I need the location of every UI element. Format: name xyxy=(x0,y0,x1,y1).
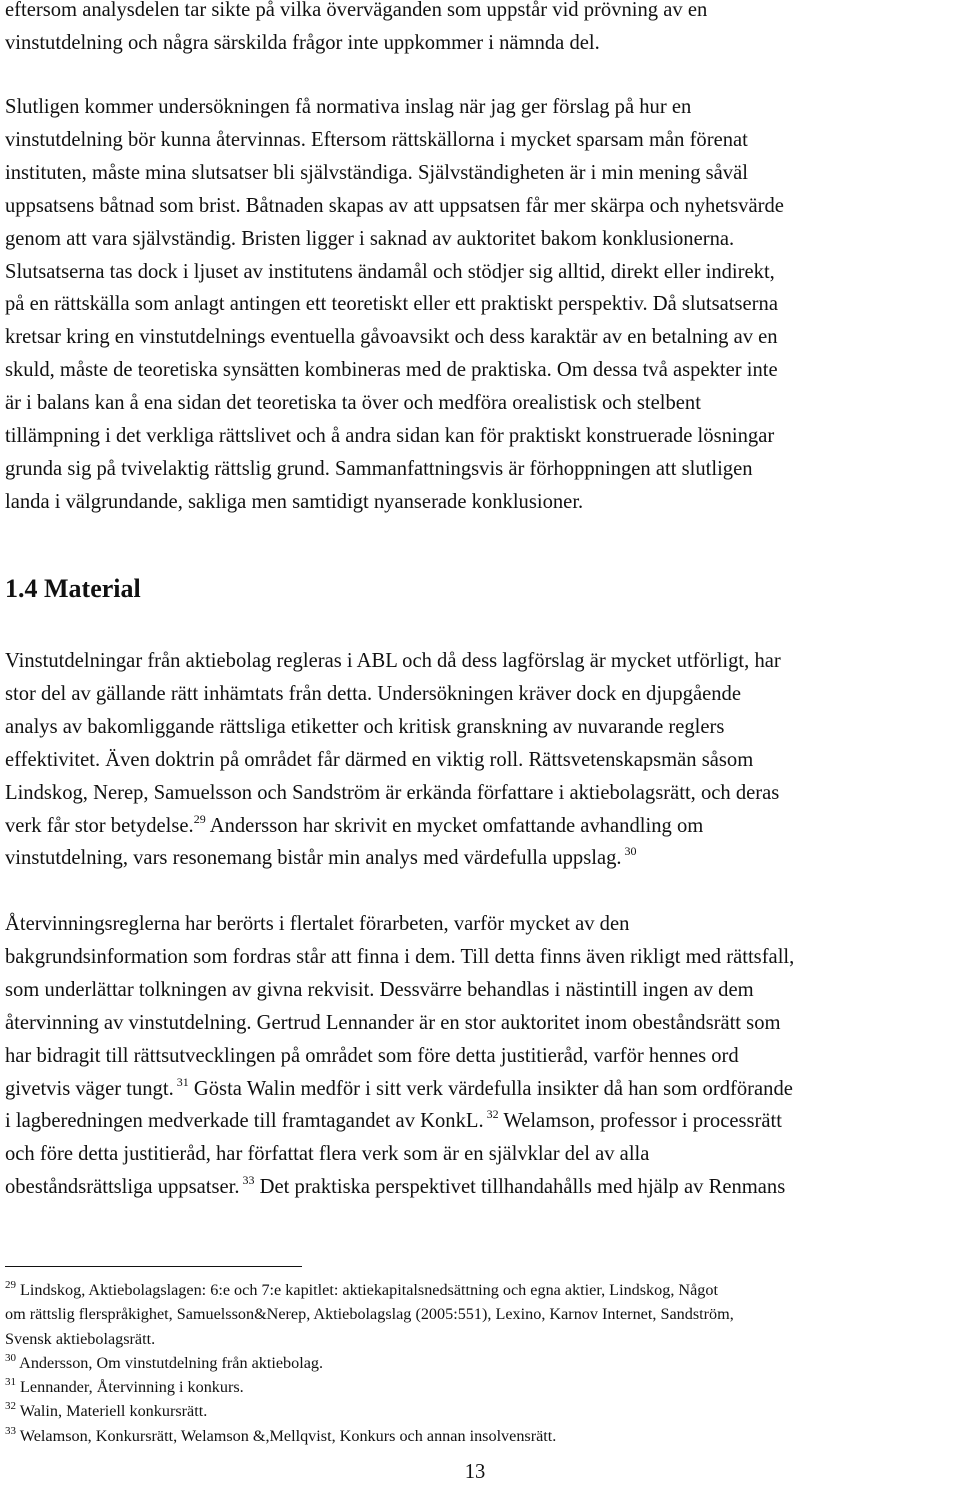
text-line: eftersom analysdelen tar sikte på vilka överväganden som uppstår vid prövning av en xyxy=(5,0,708,21)
footnote-ref-33[interactable]: 33 xyxy=(239,1173,255,1188)
footnote-31 xyxy=(5,1375,734,1399)
text-line: Återvinningsreglerna har berörts i flertalet förarbeten, varför mycket av den xyxy=(5,913,630,935)
footnote-number: 29 xyxy=(5,1279,16,1291)
footnote-text: Walin, Materiell konkursrätt. xyxy=(16,1402,208,1421)
text-line: Vinstutdelningar från aktiebolag regleras i ABL och då dess lagförslag är mycket utförligt, har xyxy=(5,650,781,672)
footnote-number: 32 xyxy=(5,1400,16,1413)
text-line: tillämpning i det verkliga rättslivet och å andra sidan kan för praktiskt konstruerade lösningar xyxy=(5,425,775,448)
paragraph-scope-end xyxy=(5,0,707,60)
paragraph-recovery-sources xyxy=(5,908,794,1204)
footnote-number: 33 xyxy=(5,1424,16,1437)
text-line: Slutsatserna tas dock i ljuset av institutens ändamål och stödjer sig alltid, direkt eller indirekt, xyxy=(5,260,775,283)
text-run: verk får stor betydelse. xyxy=(5,814,194,837)
text-line xyxy=(5,810,781,843)
text-line xyxy=(5,1171,794,1204)
footnote-ref-32[interactable]: 32 xyxy=(483,1107,499,1122)
footnote-32 xyxy=(5,1399,734,1423)
text-line: genom att vara självständig. Bristen ligger i saknad av auktoritet bakom konklusionerna. xyxy=(5,227,735,250)
text-line: och före detta justitieråd, har författat flera verk som är en självklar del av alla xyxy=(5,1143,650,1166)
text-run: Welamson, professor i processrätt xyxy=(498,1110,782,1133)
text-run: Gösta Walin medför i sitt verk värdefulla insikter då han som ordförande xyxy=(188,1077,793,1100)
footnote-29 xyxy=(5,1278,734,1302)
footnote-30 xyxy=(5,1351,734,1375)
paragraph-material-sources xyxy=(5,645,781,875)
text-run: vinstutdelning, vars resonemang bistår min analys med värdefulla uppslag. xyxy=(5,847,622,870)
text-line: grunda sig på tvivelaktig rättslig grund. Sammanfattningsvis är förhoppningen att slutligen xyxy=(5,457,753,480)
footnote-ref-31[interactable]: 31 xyxy=(173,1074,189,1089)
footnote-29-cont: Svensk aktiebolagsrätt. xyxy=(5,1329,156,1348)
footnotes xyxy=(5,1278,734,1448)
footnote-29-cont: om rättslig flerspråkighet, Samuelsson&Nerep, Aktiebolagslag (2005:551), Lexino, Karnov Internet, Sandström, xyxy=(5,1305,734,1324)
footnote-number: 31 xyxy=(5,1376,16,1389)
text-line: kretsar kring en vinstutdelnings eventuella gåvoavsikt och dess karaktär av en betalning av en xyxy=(5,326,778,349)
section-heading: 1.4 Material xyxy=(5,574,141,603)
text-line: uppsatsens båtnad som brist. Båtnaden skapas av att uppsatsen får mer skärpa och nyhetsvärde xyxy=(5,194,784,217)
text-line: är i balans kan å ena sidan det teoretiska ta över och medföra orealistisk och stelbent xyxy=(5,392,701,415)
text-line: skuld, måste de teoretiska synsätten kombineras med de praktiska. Om dessa två aspekter inte xyxy=(5,359,778,382)
text-line: som underlättar tolkningen av givna rekvisit. Dessvärre behandlas i nästintill ingen av dem xyxy=(5,978,754,1001)
text-line xyxy=(5,1105,794,1138)
text-run: givetvis väger tungt. xyxy=(5,1077,174,1100)
footnote-text: Lennander, Återvinning i konkurs. xyxy=(16,1378,244,1397)
footnote-ref-29[interactable]: 29 xyxy=(193,811,206,826)
text-line: har bidragit till rättsutvecklingen på området som före detta justitieråd, varför hennes ord xyxy=(5,1044,739,1067)
footnote-text: Welamson, Konkursrätt, Welamson &,Mellqvist, Konkurs och annan insolvensrätt. xyxy=(16,1426,557,1445)
text-line: Slutligen kommer undersökningen få normativa inslag när jag ger förslag på hur en xyxy=(5,96,692,118)
text-line: återvinning av vinstutdelning. Gertrud Lennander är en stor auktoritet inom obeståndsrätt som xyxy=(5,1011,781,1034)
footnote-ref-30[interactable]: 30 xyxy=(621,844,637,859)
text-line: instituten, måste mina slutsatser bli självständiga. Självständigheten är i min mening såväl xyxy=(5,161,748,184)
text-line: bakgrundsinformation som fordras står att finna i dem. Till detta finns även rikligt med rättsfall, xyxy=(5,945,795,968)
text-run: Andersson har skrivit en mycket omfattande avhandling om xyxy=(205,814,704,837)
footnote-number: 30 xyxy=(5,1351,16,1364)
page-number: 13 xyxy=(464,1461,486,1483)
footnote-text: Andersson, Om vinstutdelning från aktiebolag. xyxy=(16,1353,324,1372)
footnote-33 xyxy=(5,1424,734,1448)
paragraph-method xyxy=(5,91,784,519)
footnote-divider xyxy=(5,1266,302,1267)
text-line: vinstutdelning bör kunna återvinnas. Eftersom rättskällorna i mycket sparsam mån förenat xyxy=(5,128,748,151)
text-line: Lindskog, Nerep, Samuelsson och Sandström är erkända författare i aktiebolagsrätt, och deras xyxy=(5,781,780,804)
text-line xyxy=(5,1073,794,1106)
text-line: stor del av gällande rätt inhämtats från detta. Undersökningen kräver dock en djupgående xyxy=(5,682,741,705)
text-line: på en rättskälla som anlagt antingen ett teoretiskt eller ett praktiskt perspektiv. Då slutsatserna xyxy=(5,293,778,316)
text-line: landa i välgrundande, sakliga men samtidigt nyanserade konklusioner. xyxy=(5,490,584,513)
text-line: vinstutdelning och några särskilda frågor inte uppkommer i nämnda del. xyxy=(5,31,600,54)
text-run: obeståndsrättsliga uppsatser. xyxy=(5,1176,240,1199)
text-line: analys av bakomliggande rättsliga etiketter och kritisk granskning av nuvarande reglers xyxy=(5,715,725,738)
text-run: i lagberedningen medverkade till framtagandet av KonkL. xyxy=(5,1110,484,1133)
text-line: effektivitet. Även doktrin på området får därmed en viktig roll. Rättsvetenskapsmän såsom xyxy=(5,748,754,771)
footnote-text: Lindskog, Aktiebolagslagen: 6:e och 7:e kapitlet: aktiekapitalsnedsättning och egna aktier, Lindskog, Något xyxy=(16,1281,718,1299)
text-line xyxy=(5,842,781,875)
text-run: Det praktiska perspektivet tillhandahålls med hjälp av Renmans xyxy=(254,1176,786,1199)
